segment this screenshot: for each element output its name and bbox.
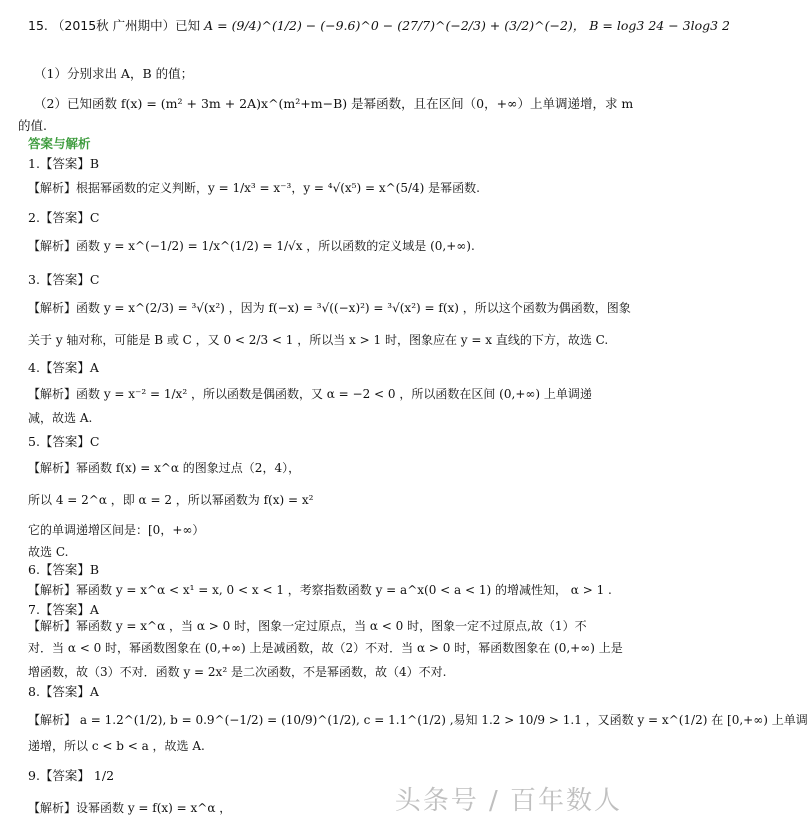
- explanation-line: 【解析】设幂函数 y = f(x) = x^α ，: [28, 801, 232, 815]
- problem-part1: （1）分别求出 A，B 的值；: [34, 66, 194, 81]
- explanation-line: 【解析】函数 y = x^(2/3) = ³√(x²) ，因为 f(−x) = ³√((−x)²) = ³√(x²) = f(x) ，所以这个函数为偶函数，图象: [28, 301, 631, 315]
- explanation-line: 【解析】幂函数 y = x^α ，当 α > 0 时，图象一定过原点，当 α < 0 时，图象一定不过原点,故（1）不: [28, 619, 587, 633]
- section-title: 答案与解析: [28, 136, 91, 151]
- answer-line: 9.【答案】 1/2: [28, 768, 115, 783]
- explanation-line: 【解析】函数 y = x⁻² = 1/x² ，所以函数是偶函数，又 α = −2 < 0 ，所以函数在区间 (0,+∞) 上单调递: [28, 387, 592, 401]
- explanation-line: 【解析】 a = 1.2^(1/2), b = 0.9^(−1/2) = (10/9)^(1/2), c = 1.1^(1/2) ,易知 1.2 > 10/9 > 1.1 ，又函数 y = x^(1/2) 在 [0,+∞) 上单调: [28, 713, 808, 727]
- problem-part2-cont: 的值.: [18, 118, 47, 133]
- answer-line: 6.【答案】B: [28, 562, 100, 577]
- problem-header: [28, 18, 731, 34]
- watermark: 头条号 / 百年数人: [394, 786, 622, 816]
- formula-a: A = (9/4)^(1/2) − (−9.6)^0 − (27/7)^(−2/3) + (3/2)^(−2)，: [204, 18, 586, 33]
- explanation-line: 【解析】幂函数 y = x^α < x¹ = x, 0 < x < 1 ，考察指数函数 y = a^x(0 < a < 1) 的增减性知， α > 1 .: [28, 583, 612, 597]
- answer-line: 5.【答案】C: [28, 434, 100, 449]
- formula-b: B = log3 24 − 3log3 2: [589, 18, 731, 33]
- explanation-line: 【解析】根据幂函数的定义判断，y = 1/x³ = x⁻³，y = ⁴√(x⁵) = x^(5/4) 是幂函数.: [28, 181, 480, 195]
- explanation-line: 【解析】幂函数 f(x) = x^α 的图象过点（2，4），: [28, 461, 301, 475]
- answer-line: 7.【答案】A: [28, 602, 99, 617]
- explanation-line: 它的单调递增区间是：[0，+∞）: [28, 523, 205, 537]
- explanation-line: 故选 C.: [28, 545, 69, 559]
- answer-line: 3.【答案】C: [28, 272, 100, 287]
- explanation-line: 增函数，故（3）不对．函数 y = 2x² 是二次函数，不是幂函数，故（4）不对.: [28, 665, 447, 679]
- explanation-line: 减，故选 A.: [28, 411, 93, 425]
- problem-number: 15.: [28, 18, 48, 33]
- answer-line: 8.【答案】A: [28, 684, 99, 699]
- explanation-line: 对．当 α < 0 时，幂函数图象在 (0,+∞) 上是减函数，故（2）不对．当 α > 0 时，幂函数图象在 (0,+∞) 上是: [28, 641, 623, 655]
- answer-line: 4.【答案】A: [28, 360, 99, 375]
- answer-line: 2.【答案】C: [28, 210, 100, 225]
- explanation-line: 关于 y 轴对称，可能是 B 或 C ，又 0 < 2/3 < 1 ，所以当 x > 1 时，图象应在 y = x 直线的下方，故选 C.: [28, 333, 609, 347]
- explanation-line: 【解析】函数 y = x^(−1/2) = 1/x^(1/2) = 1/√x ，所以函数的定义域是 (0,+∞).: [28, 239, 475, 253]
- explanation-line: 所以 4 = 2^α ，即 α = 2 ，所以幂函数为 f(x) = x²: [28, 493, 314, 507]
- answer-line: 1.【答案】B: [28, 156, 100, 171]
- explanation-line: 递增，所以 c < b < a ，故选 A.: [28, 739, 205, 753]
- problem-part2: （2）已知函数 f(x) = (m² + 3m + 2A)x^(m²+m−B) 是幂函数，且在区间（0，+∞）上单调递增，求 m: [34, 96, 634, 111]
- problem-source: （2015秋 广州期中）已知: [51, 18, 201, 33]
